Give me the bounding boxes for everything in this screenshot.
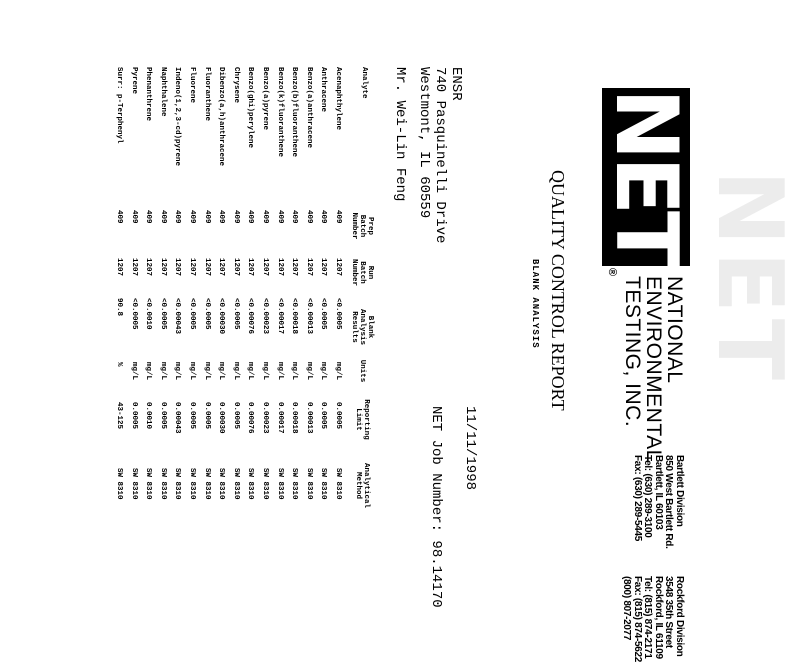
reporting-limit-cell: 0.00013 [304,402,313,434]
header-line: Batch [358,214,366,238]
report-title: QUALITY CONTROL REPORT [548,170,568,411]
prep-batch-cell: 409 [129,210,138,224]
analyte-cell: Fluorene [188,67,196,104]
units-cell: mg/L [261,362,269,381]
result-cell: <0.00017 [275,298,284,335]
run-batch-cell: 1207 [217,258,226,277]
run-batch-cell: 1207 [246,258,255,277]
rockford-division-address [621,576,684,662]
method-cell: SW 8310 [304,468,313,500]
company-name [622,276,685,462]
run-batch-cell: 1207 [188,258,196,277]
column-header-units: Units [358,359,366,383]
reporting-limit-cell: 0.0005 [202,402,211,430]
units-cell: mg/L [158,362,167,381]
reporting-limit-cell: 0.0005 [158,402,167,430]
prep-batch-cell: 409 [217,210,226,224]
method-cell: SW 8310 [319,468,328,500]
result-cell: <0.00018 [290,298,299,335]
prep-batch-cell: 409 [202,210,211,224]
result-cell: <0.0005 [334,298,342,330]
method-cell: SW 8310 [129,468,138,500]
header-line: Analytical [362,462,370,508]
run-batch-cell: 1207 [334,258,342,277]
prep-batch-cell: 409 [231,210,240,224]
method-cell: SW 8310 [158,468,167,500]
units-cell: mg/L [334,362,342,381]
units-cell: mg/L [275,362,284,381]
reporting-limit-cell: 0.00023 [261,402,269,434]
client-address [416,67,464,243]
result-cell: <0.0005 [188,298,196,330]
method-cell: SW 8310 [202,468,211,500]
units-cell: mg/L [319,362,328,381]
analyte-cell: Benzo(b)fluoranthene [290,67,299,158]
analyte-cell: Naphthalene [158,67,167,117]
prep-batch-cell: 409 [115,210,123,224]
report-date: 11/11/1998 [462,406,478,491]
result-cell: <0.0005 [231,298,240,330]
company-line: NATIONAL [663,276,686,384]
result-cell: <0.0005 [319,298,328,330]
address-line: Tel: (630) 289-3100 [642,455,654,538]
method-cell: SW 8310 [217,468,226,500]
bartlett-division-address [632,455,685,549]
client-address-line: Westmont, IL 60559 [416,67,432,219]
analyte-cell: Pyrene [129,67,138,95]
units-cell: mg/L [231,362,240,381]
reporting-limit-cell: 0.0005 [334,402,342,430]
address-line: 3548 35th Street [663,576,675,648]
units-cell: mg/L [202,362,211,381]
analyte-cell: Anthracene [319,67,328,113]
column-header-run-batch [350,250,374,295]
header-line: Batch [358,261,366,284]
run-batch-cell: 1207 [290,258,299,277]
address-line: Bartlett Division [674,455,685,527]
header-line: Run [366,265,374,280]
header-line: Results [350,311,358,343]
address-line: 850 West Bartlett Rd. [663,455,675,549]
run-batch-cell: 1207 [129,258,138,277]
address-line: Fax: (815) 874-5622 [632,576,643,662]
prep-batch-cell: 409 [275,210,284,224]
analyte-cell: Dibenzo(a,h)anthracene [217,67,226,167]
run-batch-cell: 1207 [319,258,328,277]
units-cell: mg/L [144,362,153,381]
client-address-line: 740 Pasquinelli Drive [432,67,448,244]
prep-batch-cell: 409 [144,210,153,224]
prep-batch-cell: 409 [246,210,255,224]
report-subtitle: BLANK ANALYSIS [530,259,540,349]
units-cell: mg/L [217,362,226,381]
header-line: Number [350,212,358,240]
prep-batch-cell: 409 [290,210,299,224]
prep-batch-cell: 409 [304,210,313,224]
header-line: Limit [354,408,362,431]
reporting-limit-cell: 0.0005 [129,402,138,430]
analyte-cell: Fluoranthene [202,67,211,122]
reporting-limit-cell: 0.00018 [290,402,299,434]
header-line: Method [354,471,362,499]
address-line: (800) 807-2077 [621,576,633,641]
reporting-limit-cell: 0.0005 [319,402,328,430]
units-cell: mg/L [290,362,299,381]
method-cell: SW 8310 [188,468,196,500]
reporting-limit-cell: 0.00017 [275,402,284,434]
column-header-reporting-limit [354,392,370,447]
prep-batch-cell: 409 [261,210,269,224]
client-address-line: ENSR [448,67,464,101]
units-cell: mg/L [246,362,255,381]
result-cell: <0.00076 [246,298,255,335]
header-line: Blank [366,315,374,339]
header-line: Number [350,258,358,286]
address-line: Fax: (630) 289-5445 [632,455,643,542]
header-line: Reporting [362,399,370,440]
column-header-prep-batch [350,201,374,251]
run-batch-cell: 1207 [173,258,182,277]
result-cell: <0.00013 [304,298,313,335]
prep-batch-cell: 409 [158,210,167,224]
run-batch-cell: 1207 [231,258,240,277]
column-header-analyte: Analyte [360,67,368,99]
header-line: Prep [366,216,374,235]
method-cell: SW 8310 [261,468,269,500]
result-cell: <0.00030 [217,298,226,335]
method-cell: SW 8310 [115,468,123,500]
result-cell: <0.0005 [202,298,211,330]
address-line: Rockford, IL 61109 [653,576,664,659]
run-batch-cell: 1207 [115,258,123,277]
logo-watermark: NET [697,170,802,387]
prep-batch-cell: 409 [334,210,342,224]
analyte-cell: Benzo(a)anthracene [304,67,313,149]
units-cell: % [115,362,123,367]
method-cell: SW 8310 [173,468,182,500]
result-cell: <0.0005 [129,298,138,330]
column-header-method [354,458,370,513]
run-batch-cell: 1207 [275,258,284,277]
method-cell: SW 8310 [246,468,255,500]
units-cell: mg/L [129,362,138,381]
reporting-limit-cell: 0.0005 [188,402,196,430]
run-batch-cell: 1207 [304,258,313,277]
reporting-limit-cell: 0.0010 [144,402,153,430]
analyte-cell: Phenanthrene [144,67,153,122]
result-cell: <0.0010 [144,298,153,330]
method-cell: SW 8310 [231,468,240,500]
run-batch-cell: 1207 [144,258,153,277]
address-line: Bartlett, IL 60103 [653,455,664,530]
units-cell: mg/L [173,362,182,381]
method-cell: SW 8310 [334,468,342,500]
reporting-limit-cell: 0.0005 [231,402,240,430]
run-batch-cell: 1207 [261,258,269,277]
analyte-cell: Benzo(k)fluoranthene [275,67,284,158]
reporting-limit-cell: 0.00030 [217,402,226,434]
reporting-limit-cell: 0.00043 [173,402,182,434]
column-header-blank-results [350,297,374,357]
analyte-cell: Benzo(ghi)perylene [246,67,255,149]
company-line: ENVIRONMENTAL [642,276,665,462]
units-cell: mg/L [188,362,196,381]
net-logo: NET [596,88,696,266]
prep-batch-cell: 409 [319,210,328,224]
analyte-cell: Chrysene [231,67,240,104]
result-cell: <0.00043 [173,298,182,335]
registered-mark: ® [606,268,618,277]
address-line: Rockford Division [674,576,685,657]
result-cell: 90.8 [115,298,123,317]
reporting-limit-cell: 0.00076 [246,402,255,434]
run-batch-cell: 1207 [202,258,211,277]
address-line: Tel: (815) 874-2171 [642,576,654,659]
reporting-limit-cell: 43-125 [115,402,123,430]
prep-batch-cell: 409 [173,210,182,224]
job-number: NET Job Number: 98.14170 [428,406,444,608]
company-line: TESTING, INC. [621,276,644,428]
client-attention: Mr. Wei-Lin Feng [392,67,408,202]
prep-batch-cell: 409 [188,210,196,224]
run-batch-cell: 1207 [158,258,167,277]
units-cell: mg/L [304,362,313,381]
method-cell: SW 8310 [290,468,299,500]
method-cell: SW 8310 [144,468,153,500]
analyte-cell: Benzo(a)pyrene [261,67,269,131]
method-cell: SW 8310 [275,468,284,500]
header-line: Analysis [358,308,366,345]
analyte-cell: Acenaphthylene [334,67,342,131]
result-cell: <0.00023 [261,298,269,335]
analyte-cell: Indeno(1,2,3-cd)pyrene [173,67,182,167]
result-cell: <0.0005 [158,298,167,330]
analyte-cell: Surr: p-Terphenyl [115,67,123,144]
